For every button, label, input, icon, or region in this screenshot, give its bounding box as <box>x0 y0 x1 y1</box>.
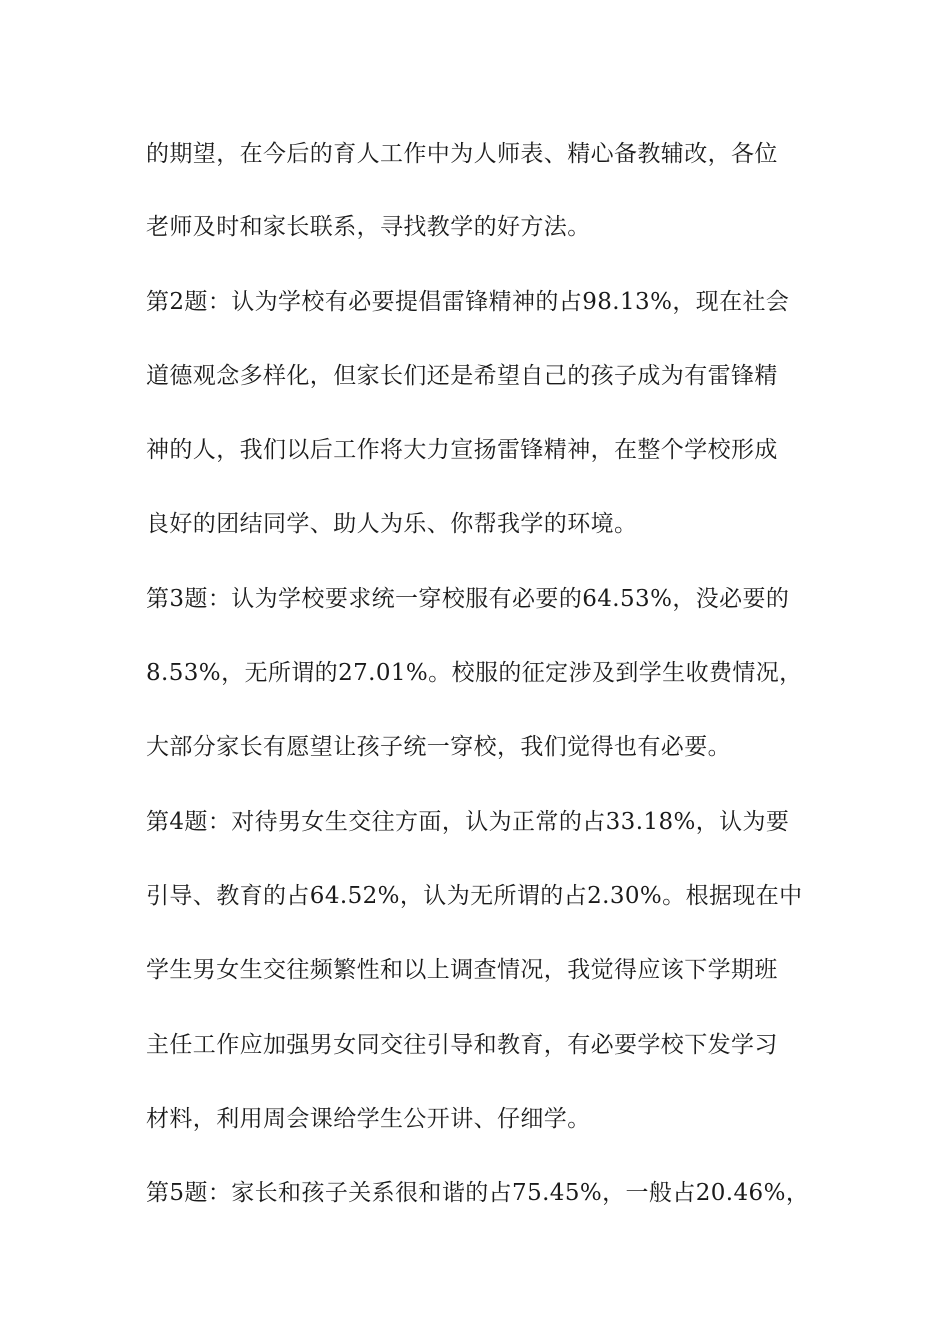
text-line: 材料，利用周会课给学生公开讲、仔细学。 <box>146 1106 591 1132</box>
text-line: 学生男女生交往频繁性和以上调查情况，我觉得应该下学期班 <box>146 957 778 983</box>
text-line: 的期望，在今后的育人工作中为人师表、精心备教辅改，各位 <box>146 141 778 167</box>
text-line: 8.53%，无所谓的27.01%。校服的征定涉及到学生收费情况， <box>146 660 803 686</box>
text-line: 道德观念多样化，但家长们还是希望自己的孩子成为有雷锋精 <box>146 363 778 389</box>
text-line: 第2题：认为学校有必要提倡雷锋精神的占98.13%，现在社会 <box>146 289 790 315</box>
text-line: 第4题：对待男女生交往方面，认为正常的占33.18%，认为要 <box>146 809 790 835</box>
text-line: 第3题：认为学校要求统一穿校服有必要的64.53%，没必要的 <box>146 586 790 612</box>
text-line: 引导、教育的占64.52%，认为无所谓的占2.30%。根据现在中 <box>146 883 803 909</box>
text-line: 神的人，我们以后工作将大力宣扬雷锋精神，在整个学校形成 <box>146 437 778 463</box>
text-line: 老师及时和家长联系，寻找教学的好方法。 <box>146 214 591 240</box>
text-line: 大部分家长有愿望让孩子统一穿校，我们觉得也有必要。 <box>146 734 731 760</box>
text-line: 第5题：家长和孩子关系很和谐的占75.45%，一般占20.46%， <box>146 1180 810 1206</box>
text-line: 良好的团结同学、助人为乐、你帮我学的环境。 <box>146 511 638 537</box>
text-line: 主任工作应加强男女同交往引导和教育，有必要学校下发学习 <box>146 1032 778 1058</box>
